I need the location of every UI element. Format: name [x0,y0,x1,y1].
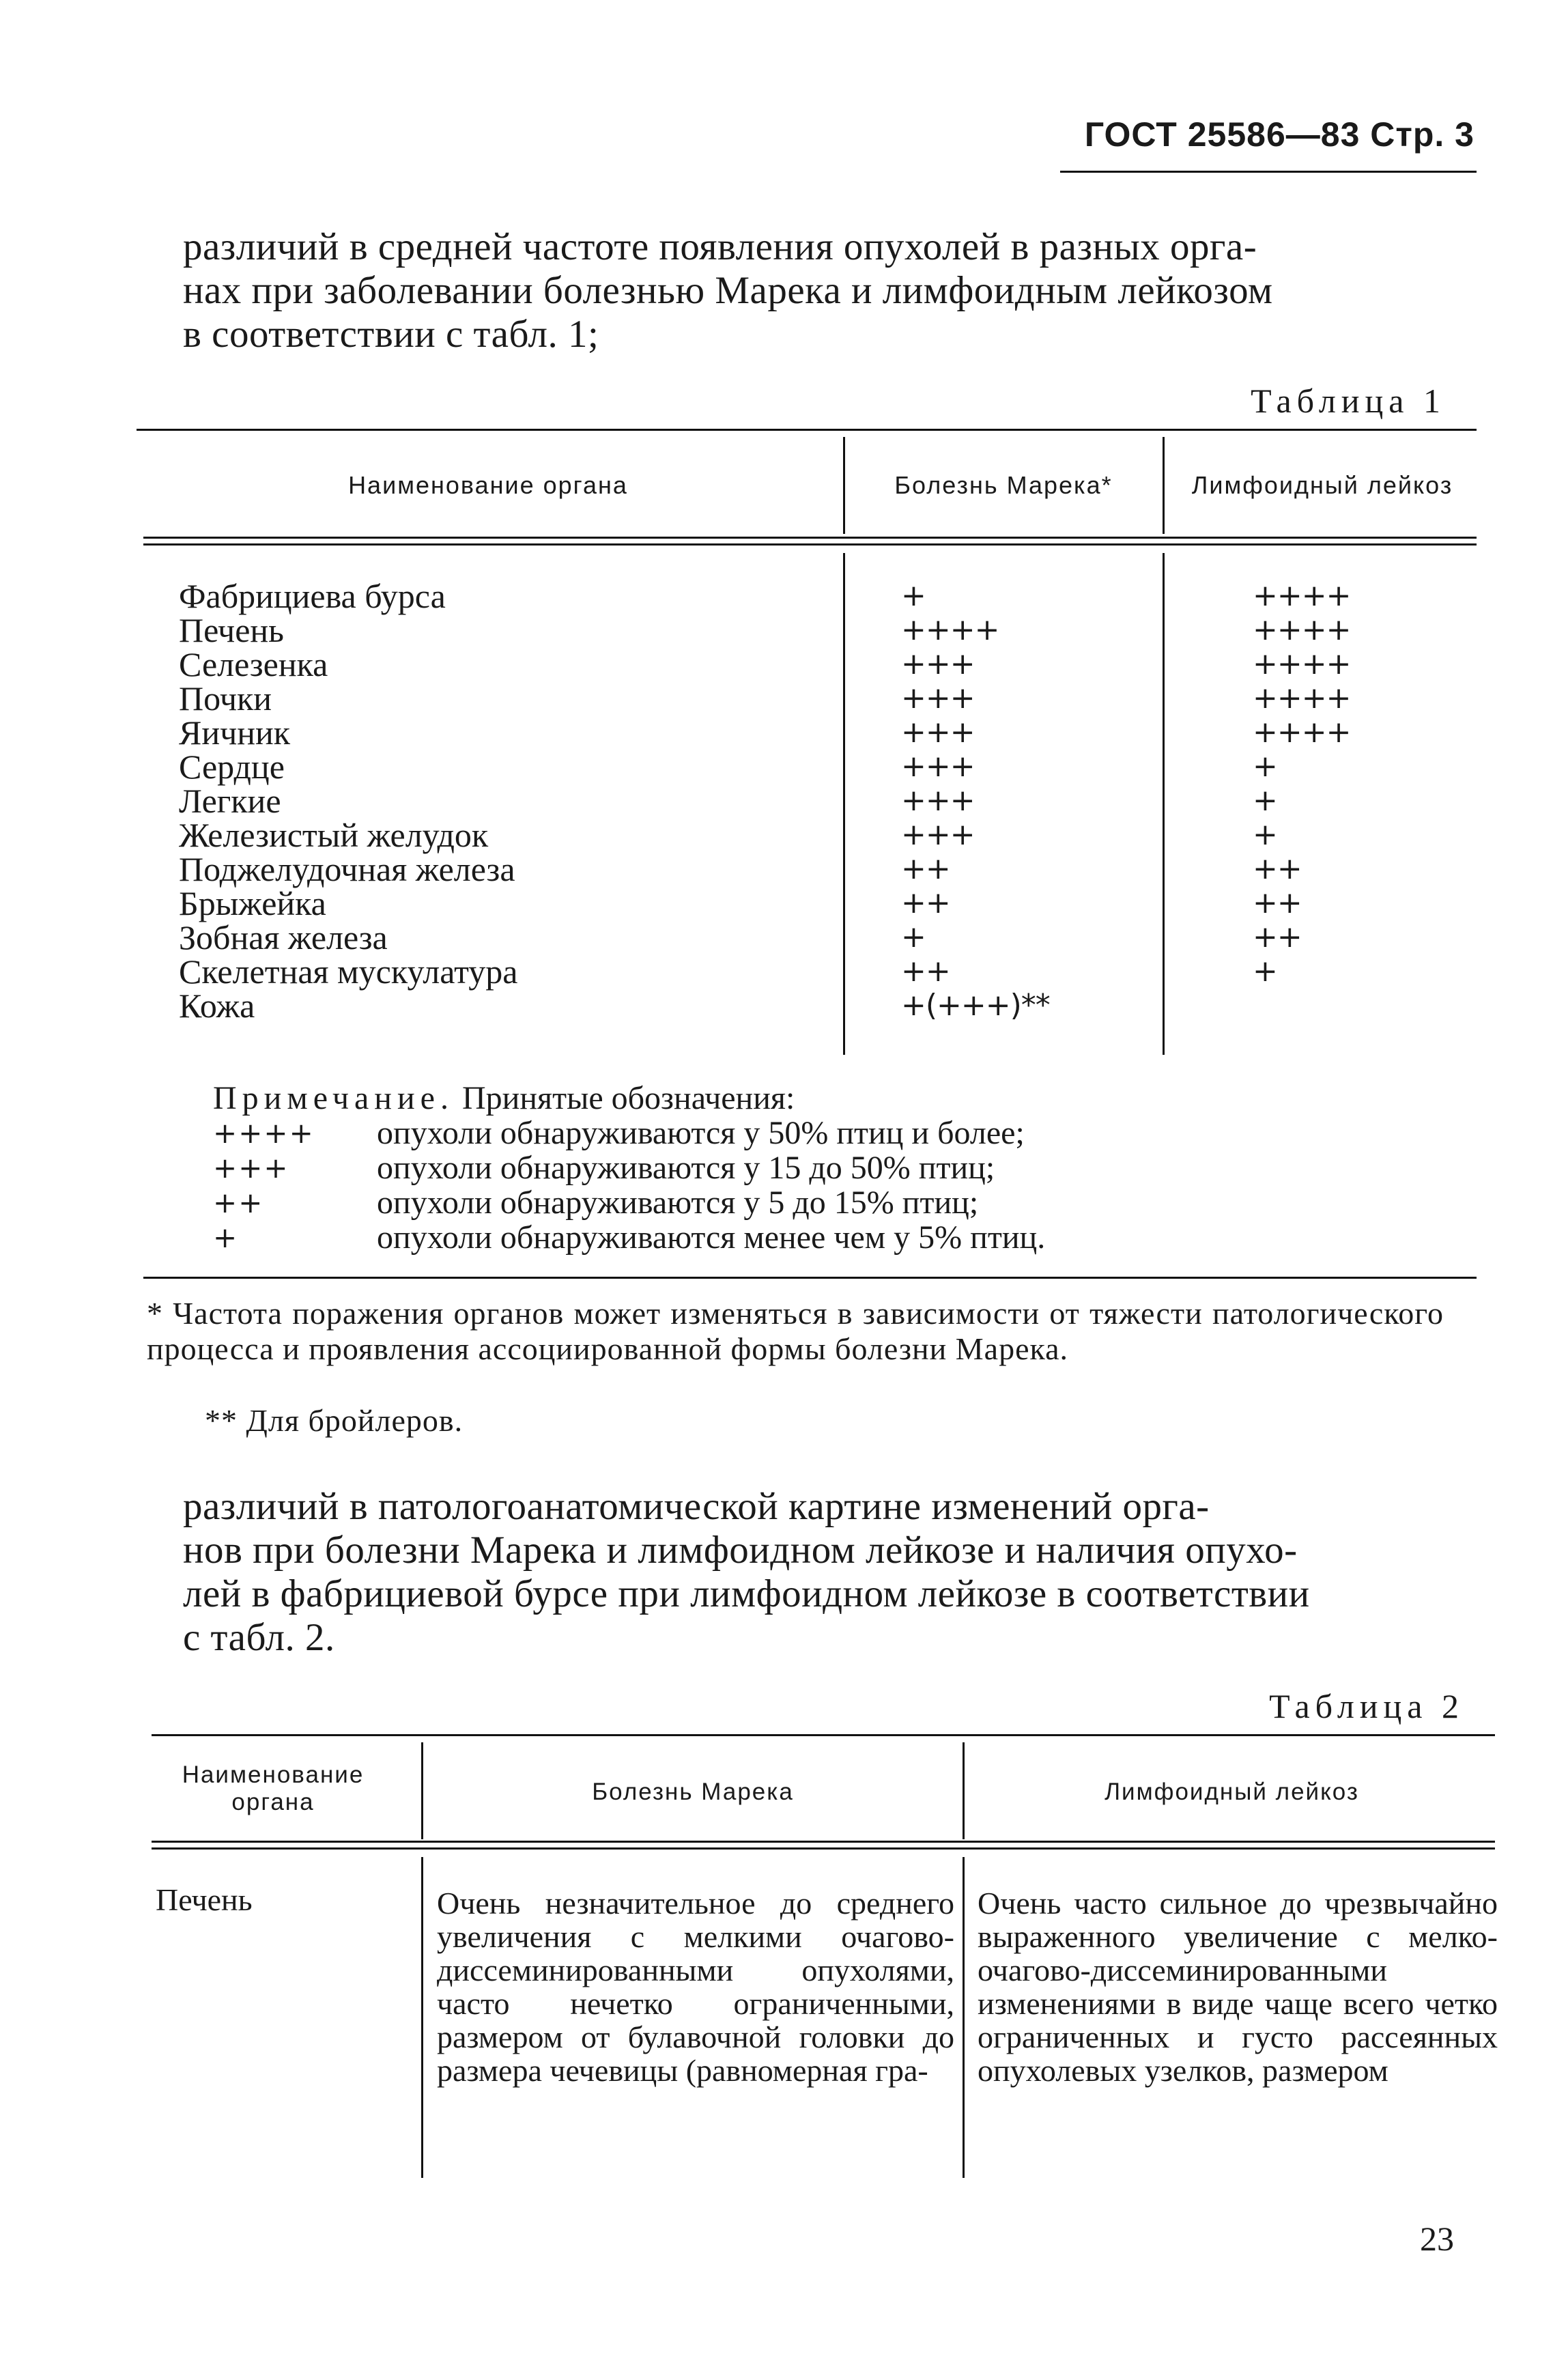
table1-leukosis-value: + [1253,783,1277,818]
second-paragraph-line: с табл. 2. [183,1616,335,1659]
intro-paragraph [183,225,1473,356]
second-paragraph-line: различий в патологоанатомической картине изменений орга- [183,1485,1210,1528]
table1-leukosis-value: + [1253,954,1277,989]
note-intro: Принятые обозначения: [461,1080,795,1116]
intro-line: нах при заболевании болезнью Марека и лимфоидным лейкозом [183,269,1273,312]
table1-organ: Легкие [179,782,281,820]
table1-body-divider [843,553,845,1055]
table1-organ: Яичник [179,713,291,752]
table1-leukosis-value: ++ [1253,920,1302,954]
table2-header-divider [963,1742,965,1839]
table2-body-divider [421,1857,423,2178]
table1-leukosis-value: ++++ [1253,715,1351,750]
table1-marek-value: + [901,578,926,613]
table1-col-leukosis: Лимфоидный лейкоз [1191,471,1453,499]
table1-organ: Печень [179,611,284,649]
table1-organ: Поджелудочная железа [179,850,515,888]
table1-col-marek: Болезнь Марека* [894,471,1113,499]
table2-body-divider [963,1857,965,2178]
table1-header-rule [143,537,1477,539]
legend-symbol: +++ [213,1151,289,1185]
legend-text: опухоли обнаруживаются менее чем у 5% птиц. [377,1219,1046,1256]
table1-leukosis-value: ++++ [1253,647,1351,681]
table1-leukosis-value: ++++ [1253,578,1351,613]
table2-col-marek: Болезнь Марека [592,1779,794,1805]
intro-line: в соответствии с табл. 1; [183,313,599,356]
table1-marek-value: +++ [901,647,975,681]
table1-marek-value: +++ [901,749,975,784]
table1-marek-value: ++ [901,886,950,920]
table1-header-divider [843,437,845,534]
legend-row [213,1220,1237,1255]
page-number: 23 [1420,2220,1454,2258]
table1-leukosis-value: ++ [1253,851,1302,886]
table2-header-rule [152,1841,1495,1843]
table2-marek-text: Очень незначительное до среднего увеличения с мелкими очагово-диссеминированными опухолями, часто нечетко ограниченными, размером от булавочной головки до размера чечевицы (равномерная гра- [437,1886,954,2088]
second-paragraph-line: лей в фабрициевой бурсе при лимфоидном лейкозе в соответствии [183,1572,1310,1615]
table1-organ: Брыжейка [179,884,326,922]
table1-leukosis-value: ++++ [1253,681,1351,716]
table1-leukosis-column [1253,579,1471,1023]
table1-col-organ: Наименование органа [348,471,628,499]
table2-leukosis-text: Очень часто сильное до чрезвычайно выраженного увеличение с мелко-очагово-диссеминированными изменениями в виде чаще всего четко ограниченных и густо рассеянных опухолевых узелков, размером [978,1886,1498,2088]
table1-marek-value: ++ [901,851,950,886]
footnote-rule [143,1277,1477,1279]
page-header: ГОСТ 25586—83 Стр. 3 [1084,115,1474,154]
table2-caption: Таблица 2 [1269,1687,1464,1725]
legend-row [213,1116,1237,1150]
table1-organ: Почки [179,679,272,718]
table1-header-divider [1163,437,1165,534]
table1-leukosis-value [1253,989,1471,1023]
footnote-star: * Частота поражения органов может изменяться в зависимости от тяжести патологического процесса и проявления ассоциированной формы болезни Марека. [147,1296,1444,1366]
legend-text: опухоли обнаруживаются у 50% птиц и более; [377,1115,1025,1151]
legend-text: опухоли обнаруживаются у 15 до 50% птиц; [377,1150,995,1186]
table1-body-divider [1163,553,1165,1055]
table1-organ: Селезенка [179,645,328,683]
table1-marek-column [901,579,1154,1023]
table2-col-leukosis: Лимфоидный лейкоз [1105,1779,1359,1805]
note-title: Примечание. [213,1080,454,1116]
table1-leukosis-value: ++ [1253,886,1302,920]
table1-top-rule [137,429,1477,431]
table2-header-divider [421,1742,423,1839]
table1-marek-value: +(+++)** [901,988,1050,1023]
table1-note [213,1081,1237,1255]
table1-organ: Железистый желудок [179,816,489,854]
table1-caption: Таблица 1 [1251,382,1446,420]
table1-organ-column [179,579,834,1023]
table1-organ: Фабрициева бурса [179,577,446,615]
header-rule [1060,171,1477,173]
table1-organ: Кожа [179,987,255,1025]
table1-organ: Скелетная мускулатура [179,952,518,991]
second-paragraph [183,1485,1473,1660]
footnote-double-star: ** Для бройлеров. [205,1403,464,1438]
table1-leukosis-value: + [1253,817,1277,852]
table1-marek-value: +++ [901,715,975,750]
table2-top-rule [152,1734,1495,1736]
second-paragraph-line: нов при болезни Марека и лимфоидном лейкозе и наличия опухо- [183,1529,1298,1572]
table1-marek-value: +++ [901,783,975,818]
table1-marek-value: ++ [901,954,950,989]
legend-row [213,1185,1237,1220]
table1-marek-value: ++++ [901,612,999,647]
legend-symbol: ++++ [213,1116,315,1150]
table1-organ: Зобная железа [179,918,388,957]
intro-line: различий в средней частоте появления опухолей в разных орга- [183,225,1257,268]
table1-marek-value: + [901,920,926,954]
table1-marek-value: +++ [901,681,975,716]
table2-header-rule-2 [152,1847,1495,1850]
table1-header-rule-2 [143,543,1477,546]
table2-col-organ: Наименование органа [182,1761,365,1815]
legend-symbol: + [213,1221,239,1254]
legend-text: опухоли обнаруживаются у 5 до 15% птиц; [377,1185,979,1221]
legend-symbol: ++ [213,1186,264,1219]
table1-organ: Сердце [179,748,285,786]
table1-leukosis-value: ++++ [1253,612,1351,647]
legend-row [213,1150,1237,1185]
table2-organ: Печень [156,1882,253,1917]
table1-leukosis-value: + [1253,749,1277,784]
table1-marek-value: +++ [901,817,975,852]
